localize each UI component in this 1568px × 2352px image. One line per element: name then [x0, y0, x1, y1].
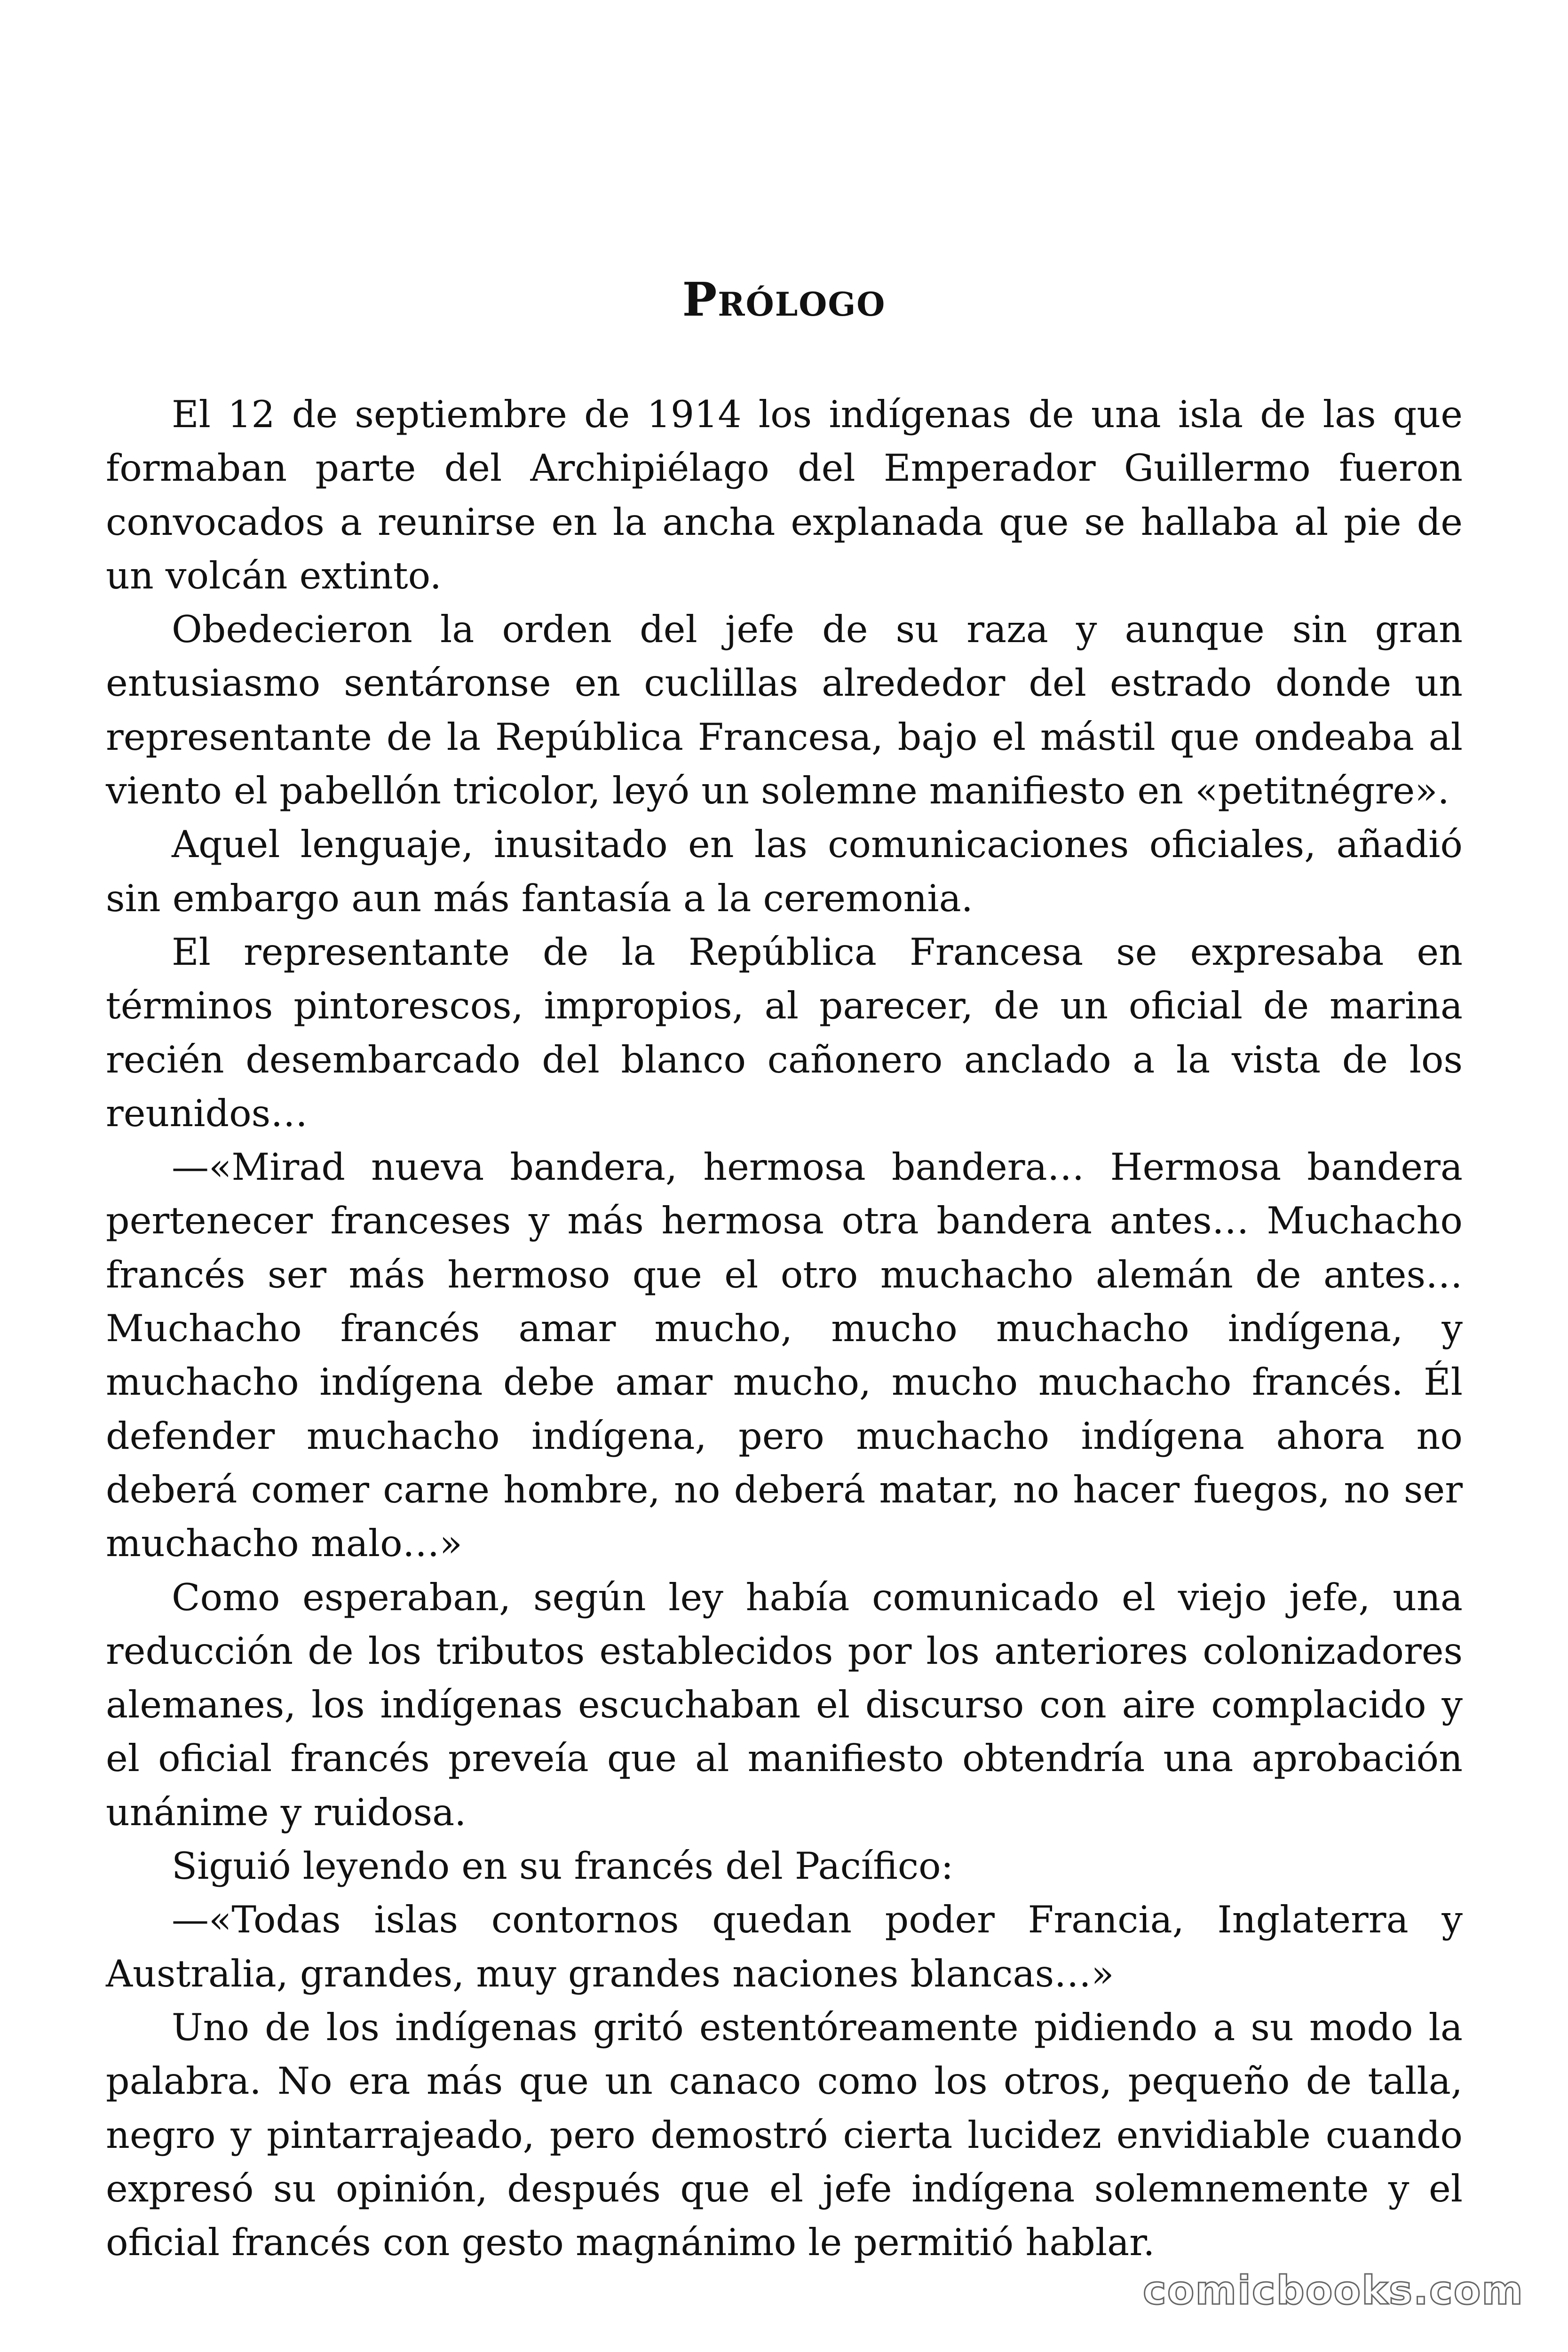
paragraph: Siguió leyendo en su francés del Pacífico: — [172, 1844, 954, 1888]
paragraph: El representante de la República Francesa se expresaba en términos pintorescos, impropios, al parecer, de un oficial de marina recién desembarcado del blanco cañonero anclado a la vista de los reunidos… — [106, 930, 1463, 1135]
paragraph: Como esperaban, según ley había comunicado el viejo jefe, una reducción de los tributos establecidos por los anteriores colonizadores alemanes, los indígenas escuchaban el discurso con aire complacido y el oficial francés preveía que al manifiesto obtendría una aprobación unánime y ruidosa. — [106, 1575, 1463, 1834]
watermark: comicbooks.com — [1143, 2267, 1524, 2313]
paragraph: —«Mirad nueva bandera, hermosa bandera… Hermosa bandera pertenecer franceses y más hermosa otra bandera antes… Muchacho francés ser más hermoso que el otro muchacho alemán de antes… Muchacho francés amar mucho, mucho muchacho indígena, y muchacho indígena debe amar mucho, mucho muchacho francés. Él defender muchacho indígena, pero muchacho indígena ahora no deberá comer carne hombre, no deberá matar, no hacer fuegos, no ser muchacho malo…» — [106, 1145, 1463, 1565]
paragraph: —«Todas islas contornos quedan poder Francia, Inglaterra y Australia, grandes, muy grandes naciones blancas…» — [106, 1898, 1463, 1995]
paragraph: Obedecieron la orden del jefe de su raza y aunque sin gran entusiasmo sentáronse en cuclillas alrededor del estrado donde un representante de la República Francesa, bajo el mástil que ondeaba al viento el pabellón tricolor, leyó un solemne manifiesto en «petitnégre». — [106, 608, 1463, 813]
chapter-title: Prólogo — [682, 273, 886, 327]
paragraph: Aquel lenguaje, inusitado en las comunicaciones oficiales, añadió sin embargo aun más fantasía a la ceremonia. — [106, 823, 1463, 920]
paragraph: El 12 de septiembre de 1914 los indígenas de una isla de las que formaban parte del Archipiélago del Emperador Guillermo fueron convocados a reunirse en la ancha explanada que se hallaba al pie de un volcán extinto. — [106, 393, 1463, 597]
body-text — [106, 388, 1463, 2269]
paragraph: Uno de los indígenas gritó estentóreamente pidiendo a su modo la palabra. No era más que un canaco como los otros, pequeño de talla, negro y pintarrajeado, pero demostró cierta lucidez envidiable cuando expresó su opinión, después que el jefe indígena solemnemente y el oficial francés con gesto magnánimo le permitió hablar. — [106, 2005, 1463, 2265]
